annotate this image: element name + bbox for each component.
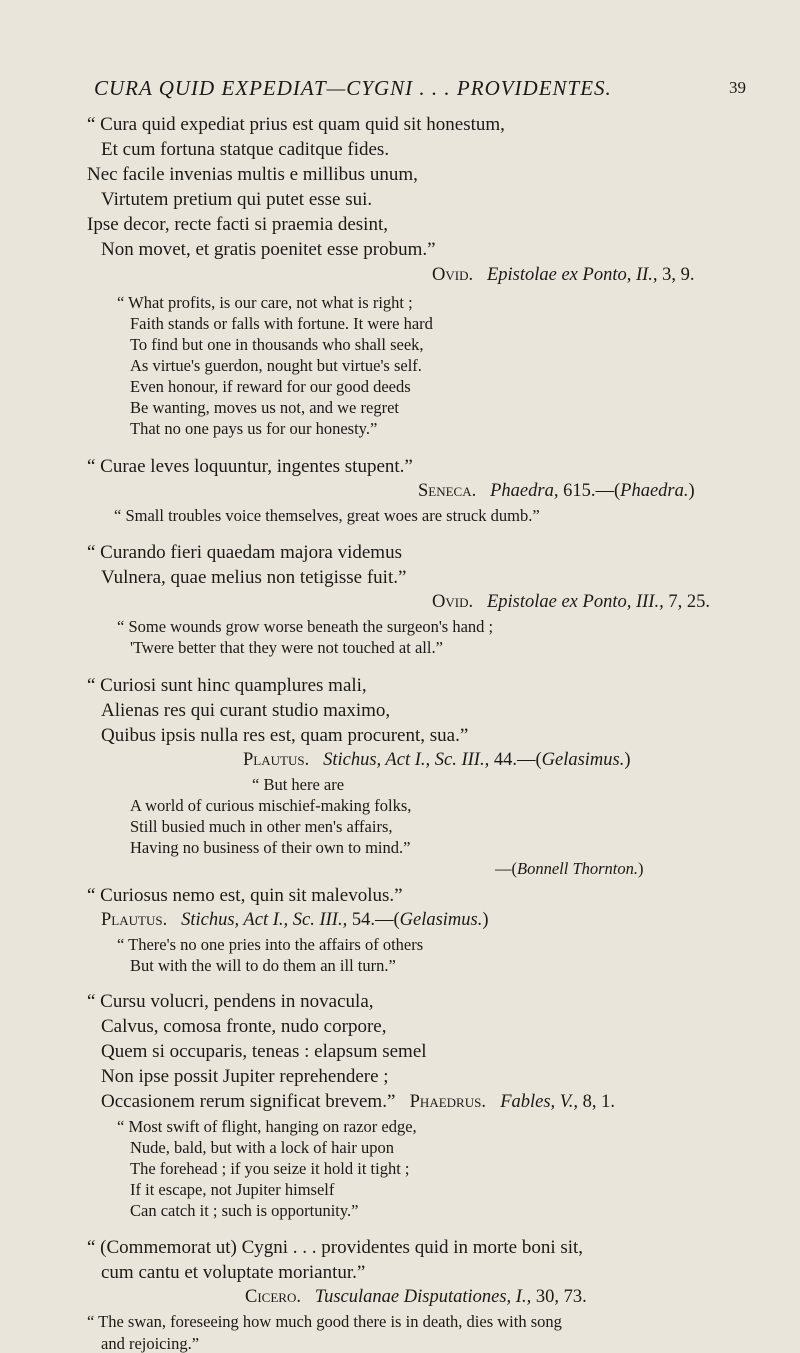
translation-line: Still busied much in other men's affairs,	[130, 817, 393, 836]
source-location: 30, 73.	[531, 1287, 587, 1307]
source-location: 615.—(	[558, 481, 621, 501]
translation-line: “ There's no one pries into the affairs of others	[117, 935, 424, 954]
latin-line	[101, 1092, 615, 1112]
latin-line: Non movet, et gratis poenitet esse probum.”	[101, 239, 436, 260]
source-citation	[432, 266, 695, 285]
attribution-prefix: —(	[495, 859, 517, 878]
translation-line: Even honour, if reward for our good deeds	[130, 377, 411, 396]
source-citation	[418, 482, 695, 501]
source-citation	[243, 751, 631, 770]
speaker-name: Phaedra.	[620, 481, 689, 501]
latin-line: Non ipse possit Jupiter reprehendere ;	[101, 1066, 389, 1087]
source-location: 8, 1.	[577, 1092, 615, 1112]
translation-line: To find but one in thousands who shall seek,	[130, 335, 424, 354]
latin-line: Nec facile invenias multis e millibus unum,	[87, 164, 418, 185]
latin-line: Vulnera, quae melius non tetigisse fuit.”	[101, 567, 407, 588]
translation-line: “ Small troubles voice themselves, great woes are struck dumb.”	[114, 506, 540, 525]
source-work: Fables, V.,	[500, 1092, 578, 1112]
source-author: Plautus.	[101, 910, 168, 930]
source-citation	[101, 911, 489, 930]
source-author: Plautus.	[243, 750, 310, 770]
closing-paren: )	[624, 750, 631, 770]
translation-line: That no one pays us for our honesty.”	[130, 419, 378, 438]
source-author: Ovid.	[432, 265, 474, 285]
source-location: 3, 9.	[657, 265, 695, 285]
translation-line: “ What profits, is our care, not what is right ;	[117, 293, 413, 312]
latin-text: Occasionem rerum significat brevem.”	[101, 1091, 396, 1112]
latin-line: “ Cura quid expediat prius est quam quid sit honestum,	[87, 114, 505, 135]
source-work: Epistolae ex Ponto, II.,	[486, 265, 658, 285]
translation-line: “ Some wounds grow worse beneath the surgeon's hand ;	[117, 617, 494, 636]
latin-line: Calvus, comosa fronte, nudo corpore,	[101, 1016, 387, 1037]
source-work: Epistolae ex Ponto, III.,	[486, 592, 664, 612]
latin-line: Alienas res qui curant studio maximo,	[101, 700, 391, 721]
translation-line: If it escape, not Jupiter himself	[130, 1180, 335, 1199]
speaker-name: Gelasimus.	[399, 910, 483, 930]
closing-paren: )	[482, 910, 489, 930]
latin-line: “ Curae leves loquuntur, ingentes stupent.”	[87, 456, 413, 477]
latin-line: Et cum fortuna statque caditque fides.	[101, 139, 390, 160]
source-work: Stichus, Act I., Sc. III.,	[323, 750, 490, 770]
translation-line: “ The swan, foreseeing how much good there is in death, dies with song	[87, 1312, 562, 1331]
translation-line: and rejoicing.”	[101, 1334, 200, 1353]
translator-attribution	[495, 861, 644, 878]
source-location: 44.—(	[489, 750, 542, 770]
translation-line: Having no business of their own to mind.”	[130, 838, 411, 857]
source-author: Seneca.	[418, 481, 477, 501]
latin-line: “ Curiosi sunt hinc quamplures mali,	[87, 675, 367, 696]
latin-line: cum cantu et voluptate moriantur.”	[101, 1262, 366, 1283]
latin-line: Quem si occuparis, teneas : elapsum semel	[101, 1041, 427, 1062]
source-work: Tusculanae Disputationes, I.,	[314, 1287, 532, 1307]
translation-line: Can catch it ; such is opportunity.”	[130, 1201, 359, 1220]
latin-line: “ Cursu volucri, pendens in novacula,	[87, 991, 374, 1012]
translator-name: Bonnell Thornton.	[517, 859, 639, 878]
source-author: Phaedrus.	[409, 1092, 486, 1112]
latin-line: “ Curiosus nemo est, quin sit malevolus.”	[87, 885, 403, 906]
source-work: Stichus, Act I., Sc. III.,	[181, 910, 348, 930]
translation-line: “ But here are	[252, 775, 345, 794]
source-location: 7, 25.	[663, 592, 710, 612]
speaker-name: Gelasimus.	[541, 750, 625, 770]
translation-line: A world of curious mischief-making folks,	[130, 796, 412, 815]
translation-line: Be wanting, moves us not, and we regret	[130, 398, 399, 417]
page-number: 39	[729, 78, 746, 97]
closing-paren: )	[688, 481, 695, 501]
translation-line: “ Most swift of flight, hanging on razor edge,	[117, 1117, 417, 1136]
translation-line: As virtue's guerdon, nought but virtue's self.	[130, 356, 422, 375]
translation-line: Faith stands or falls with fortune. It were hard	[130, 314, 433, 333]
translation-line: But with the will to do them an ill turn.”	[130, 956, 396, 975]
source-citation	[432, 593, 710, 612]
source-author: Cicero.	[245, 1287, 301, 1307]
translation-line: Nude, bald, but with a lock of hair upon	[130, 1138, 394, 1157]
latin-line: Ipse decor, recte facti si praemia desint,	[87, 214, 388, 235]
latin-line: “ (Commemorat ut) Cygni . . . providentes quid in morte boni sit,	[87, 1237, 584, 1258]
latin-line: “ Curando fieri quaedam majora videmus	[87, 542, 402, 563]
source-author: Ovid.	[432, 592, 474, 612]
source-location: 54.—(	[347, 910, 400, 930]
running-header	[94, 76, 746, 101]
attribution-suffix: )	[638, 859, 644, 878]
translation-line: The forehead ; if you seize it hold it tight ;	[130, 1159, 410, 1178]
translation-line: 'Twere better that they were not touched at all.”	[130, 638, 443, 657]
header-title: CURA QUID EXPEDIAT—CYGNI . . . PROVIDENTES.	[94, 76, 612, 100]
latin-line: Virtutem pretium qui putet esse sui.	[101, 189, 373, 210]
source-work: Phaedra,	[490, 481, 559, 501]
latin-line: Quibus ipsis nulla res est, quam procurent, sua.”	[101, 725, 469, 746]
